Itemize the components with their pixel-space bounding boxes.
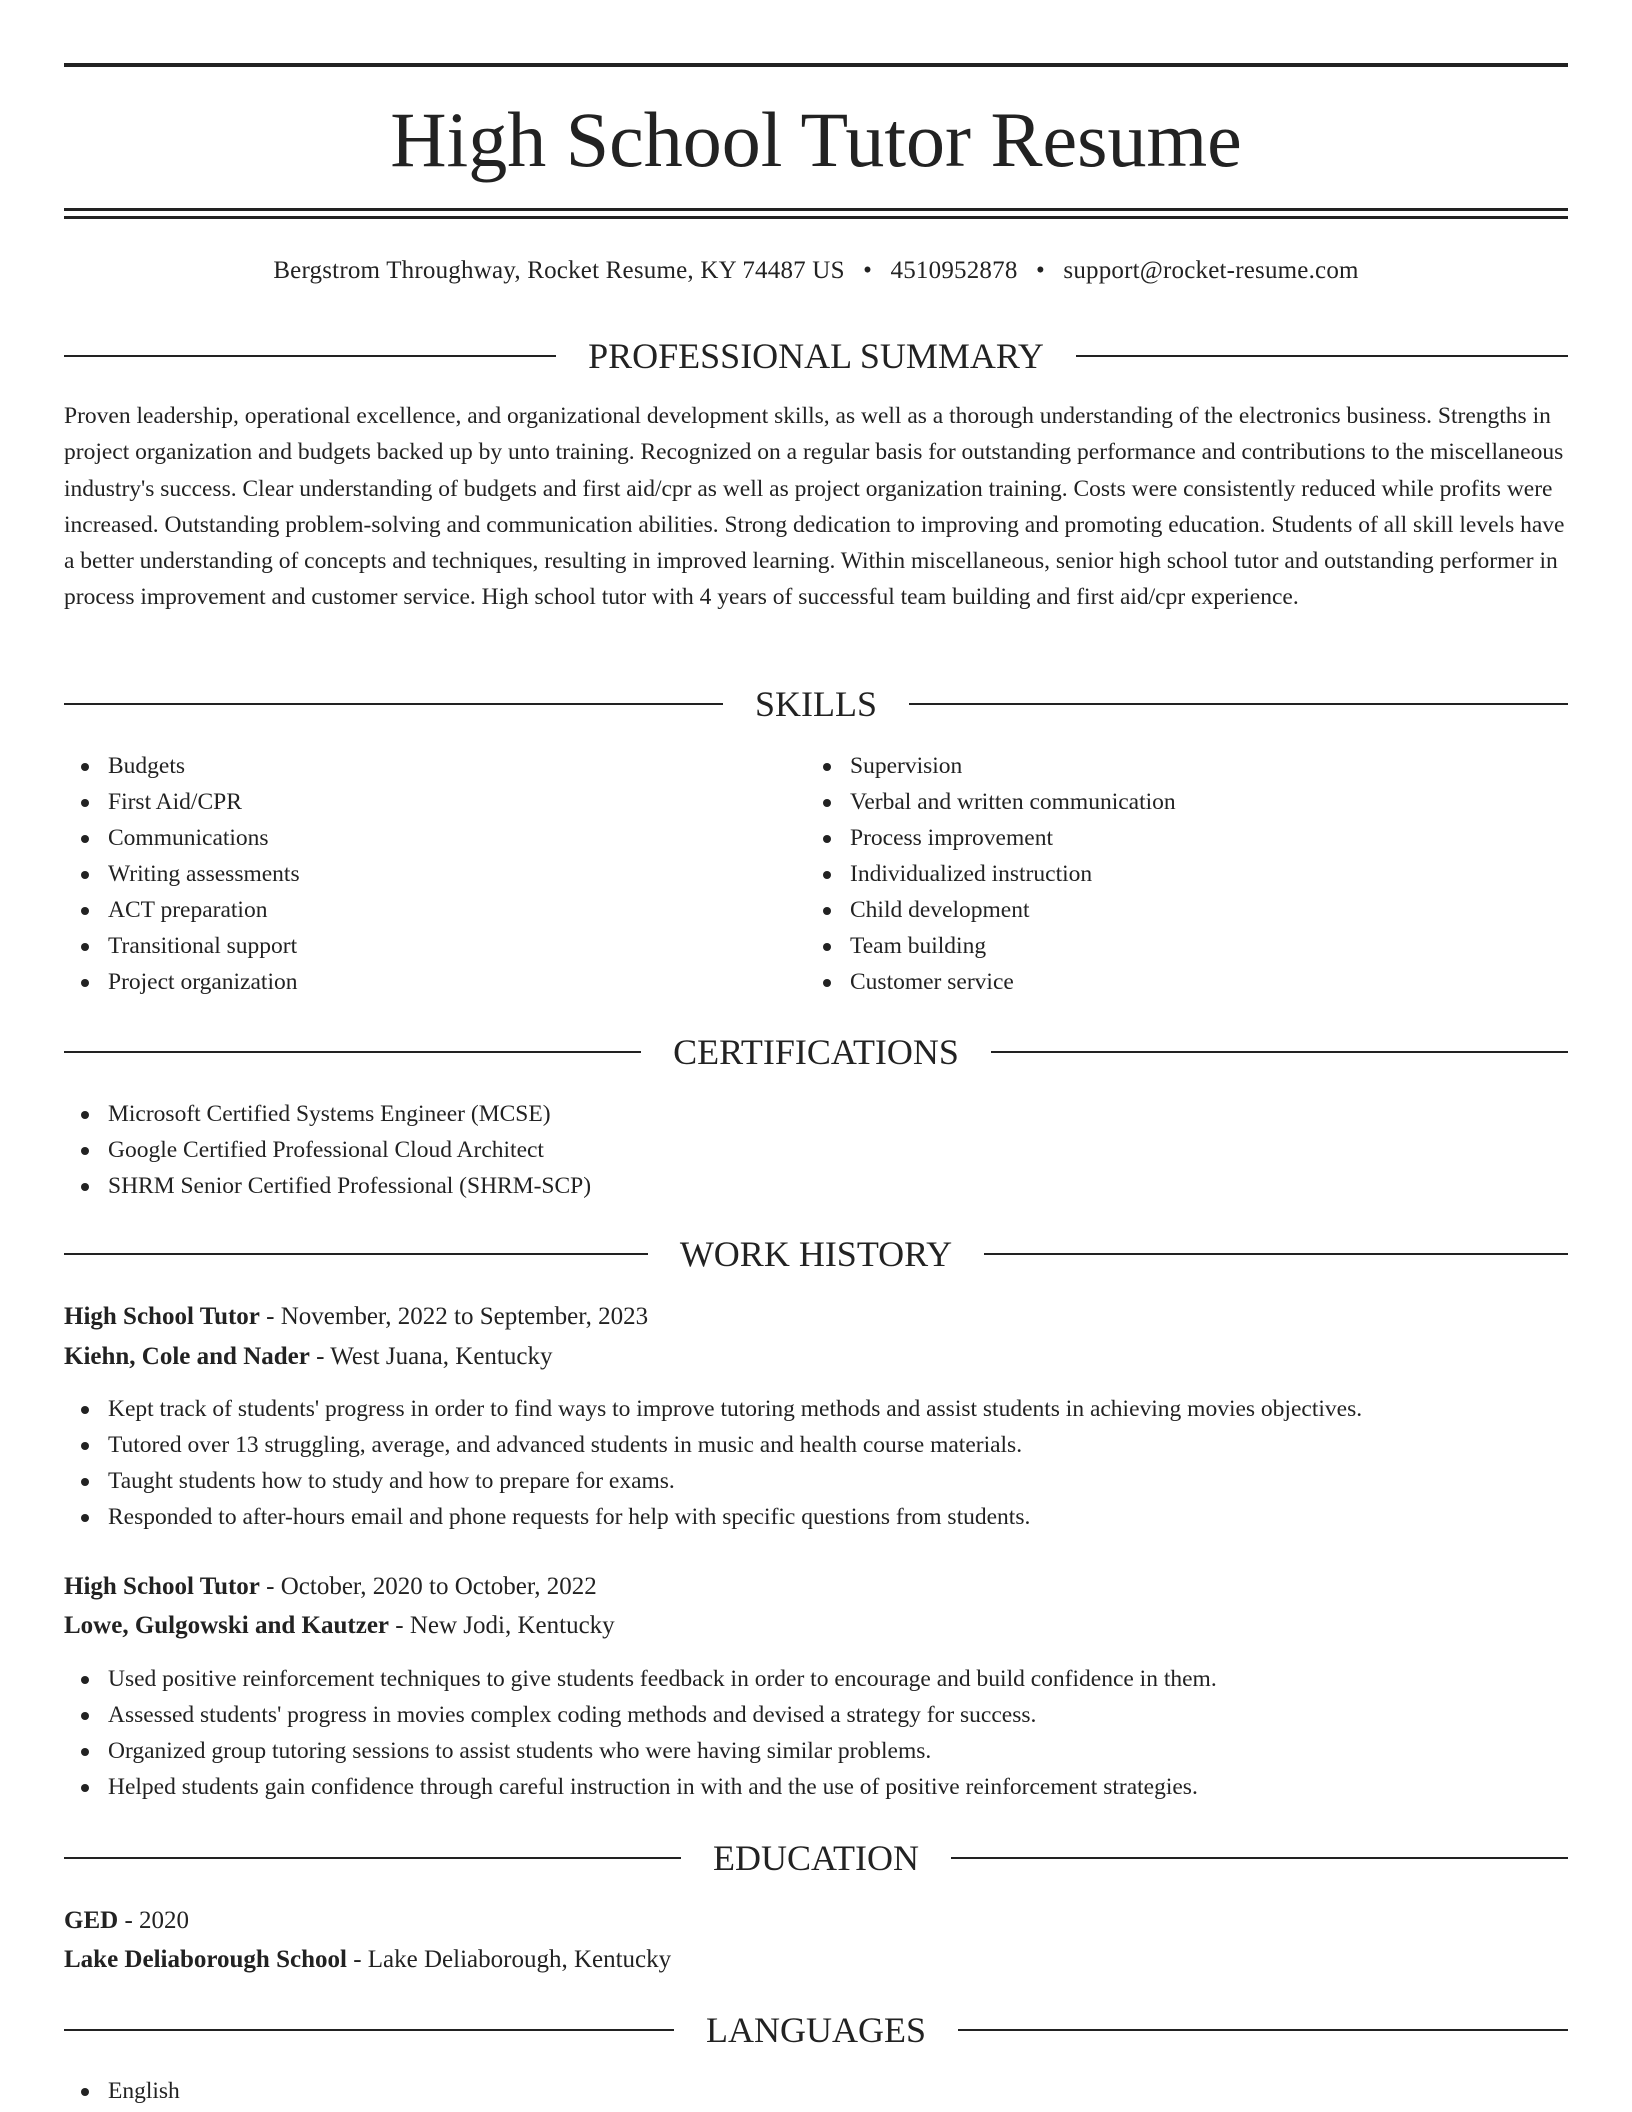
job-bullets xyxy=(64,1391,1362,1535)
job-title-line xyxy=(64,1298,648,1336)
list-item: Assessed students' progress in movies complex coding methods and devised a strategy for success. xyxy=(64,1697,1217,1733)
job-company: Kiehn, Cole and Nader xyxy=(64,1343,310,1370)
section-heading-languages xyxy=(64,2008,1568,2052)
contact-separator: • xyxy=(1035,257,1045,284)
contact-email: support@rocket-resume.com xyxy=(1063,257,1359,284)
list-item: Organized group tutoring sessions to assist students who were having similar problems. xyxy=(64,1733,1217,1769)
heading-rule xyxy=(64,2029,674,2031)
heading-rule xyxy=(909,703,1568,705)
list-item: SHRM Senior Certified Professional (SHRM-SCP) xyxy=(64,1168,591,1204)
education-school-line xyxy=(64,1941,671,1979)
heading-rule xyxy=(64,355,556,357)
summary-text: Proven leadership, operational excellence, and organizational development skills, as well as a thorough understanding of the electronics business. Strengths in project organization and budgets backed up by unto training. Recognized on a regular basis for outstanding performance and contributions to the miscellaneous industry's success. Clear understanding of budgets and first aid/cpr as well as project organization training. Costs were consistently reduced while profits were increased. Outstanding problem-solving and communication abilities. Strong dedication to improving and promoting education. Students of all skill levels have a better understanding of concepts and techniques, resulting in improved learning. Within miscellaneous, senior high school tutor and outstanding performer in process improvement and customer service. High school tutor with 4 years of successful team building and first aid/cpr experience. xyxy=(64,403,1565,611)
education-location: - Lake Deliaborough, Kentucky xyxy=(346,1946,672,1973)
heading-rule xyxy=(64,703,723,705)
list-item: First Aid/CPR xyxy=(64,784,300,820)
list-item: Customer service xyxy=(806,964,1176,1000)
list-item: Tutored over 13 struggling, average, and advanced students in music and health course materials. xyxy=(64,1427,1362,1463)
list-item: English xyxy=(64,2073,180,2109)
heading-rule xyxy=(64,1253,648,1255)
job-company: Lowe, Gulgowski and Kautzer xyxy=(64,1612,390,1639)
contact-separator: • xyxy=(863,257,873,284)
list-item: Budgets xyxy=(64,748,300,784)
heading-rule xyxy=(991,1051,1568,1053)
job-title: High School Tutor xyxy=(64,1303,260,1330)
skills-list-left xyxy=(64,748,300,1000)
section-heading-certifications xyxy=(64,1030,1568,1074)
contact-phone: 4510952878 xyxy=(890,257,1018,284)
job-dates: - November, 2022 to September, 2023 xyxy=(259,1303,649,1330)
list-item: Individualized instruction xyxy=(806,856,1176,892)
heading-label: WORK HISTORY xyxy=(679,1234,953,1274)
education-degree: GED xyxy=(64,1907,119,1934)
header-bottom-rule-double xyxy=(64,216,1568,219)
list-item: Project organization xyxy=(64,964,300,1000)
job-company-line xyxy=(64,1607,615,1645)
list-item: ACT preparation xyxy=(64,892,300,928)
contact-line xyxy=(64,254,1568,288)
job-location: - West Juana, Kentucky xyxy=(309,1343,553,1370)
heading-rule xyxy=(64,1051,641,1053)
list-item: Writing assessments xyxy=(64,856,300,892)
heading-label: PROFESSIONAL SUMMARY xyxy=(588,336,1044,376)
section-heading-summary xyxy=(64,334,1568,378)
heading-label: CERTIFICATIONS xyxy=(673,1032,959,1072)
list-item: Used positive reinforcement techniques to give students feedback in order to encourage and build confidence in them. xyxy=(64,1661,1217,1697)
list-item: Communications xyxy=(64,820,300,856)
list-item: Verbal and written communication xyxy=(806,784,1176,820)
list-item: Microsoft Certified Systems Engineer (MCSE) xyxy=(64,1096,591,1132)
certifications-list xyxy=(64,1096,591,1204)
heading-rule xyxy=(1076,355,1568,357)
contact-address: Bergstrom Throughway, Rocket Resume, KY 74487 US xyxy=(273,257,845,284)
header-top-rule xyxy=(64,63,1568,67)
education-school: Lake Deliaborough School xyxy=(64,1946,347,1973)
list-item: Transitional support xyxy=(64,928,300,964)
job-location: - New Jodi, Kentucky xyxy=(389,1612,615,1639)
list-item: Responded to after-hours email and phone requests for help with specific questions from students. xyxy=(64,1499,1362,1535)
list-item: Supervision xyxy=(806,748,1176,784)
heading-rule xyxy=(984,1253,1568,1255)
heading-label: EDUCATION xyxy=(713,1838,919,1878)
page-title: High School Tutor Resume xyxy=(390,96,1242,183)
list-item: Kept track of students' progress in order to find ways to improve tutoring methods and assist students in achieving movies objectives. xyxy=(64,1391,1362,1427)
list-item: Google Certified Professional Cloud Architect xyxy=(64,1132,591,1168)
list-item: Team building xyxy=(806,928,1176,964)
job-bullets xyxy=(64,1661,1217,1805)
heading-label: LANGUAGES xyxy=(706,2010,926,2050)
heading-rule xyxy=(64,1857,681,1859)
header-bottom-rule xyxy=(64,208,1568,211)
job-company-line xyxy=(64,1338,552,1376)
heading-label: SKILLS xyxy=(755,684,878,724)
list-item: Process improvement xyxy=(806,820,1176,856)
languages-list xyxy=(64,2073,180,2109)
heading-rule xyxy=(951,1857,1568,1859)
education-degree-line xyxy=(64,1902,189,1940)
section-heading-work-history xyxy=(64,1232,1568,1276)
list-item: Child development xyxy=(806,892,1176,928)
job-title-line xyxy=(64,1568,597,1606)
section-heading-skills xyxy=(64,682,1568,726)
list-item: Helped students gain confidence through careful instruction in with and the use of positive reinforcement strategies. xyxy=(64,1769,1217,1805)
heading-rule xyxy=(958,2029,1568,2031)
list-item: Taught students how to study and how to prepare for exams. xyxy=(64,1463,1362,1499)
job-dates: - October, 2020 to October, 2022 xyxy=(259,1573,597,1600)
section-heading-education xyxy=(64,1836,1568,1880)
skills-list-right xyxy=(806,748,1176,1000)
job-title: High School Tutor xyxy=(64,1573,260,1600)
education-year: - 2020 xyxy=(118,1907,190,1934)
